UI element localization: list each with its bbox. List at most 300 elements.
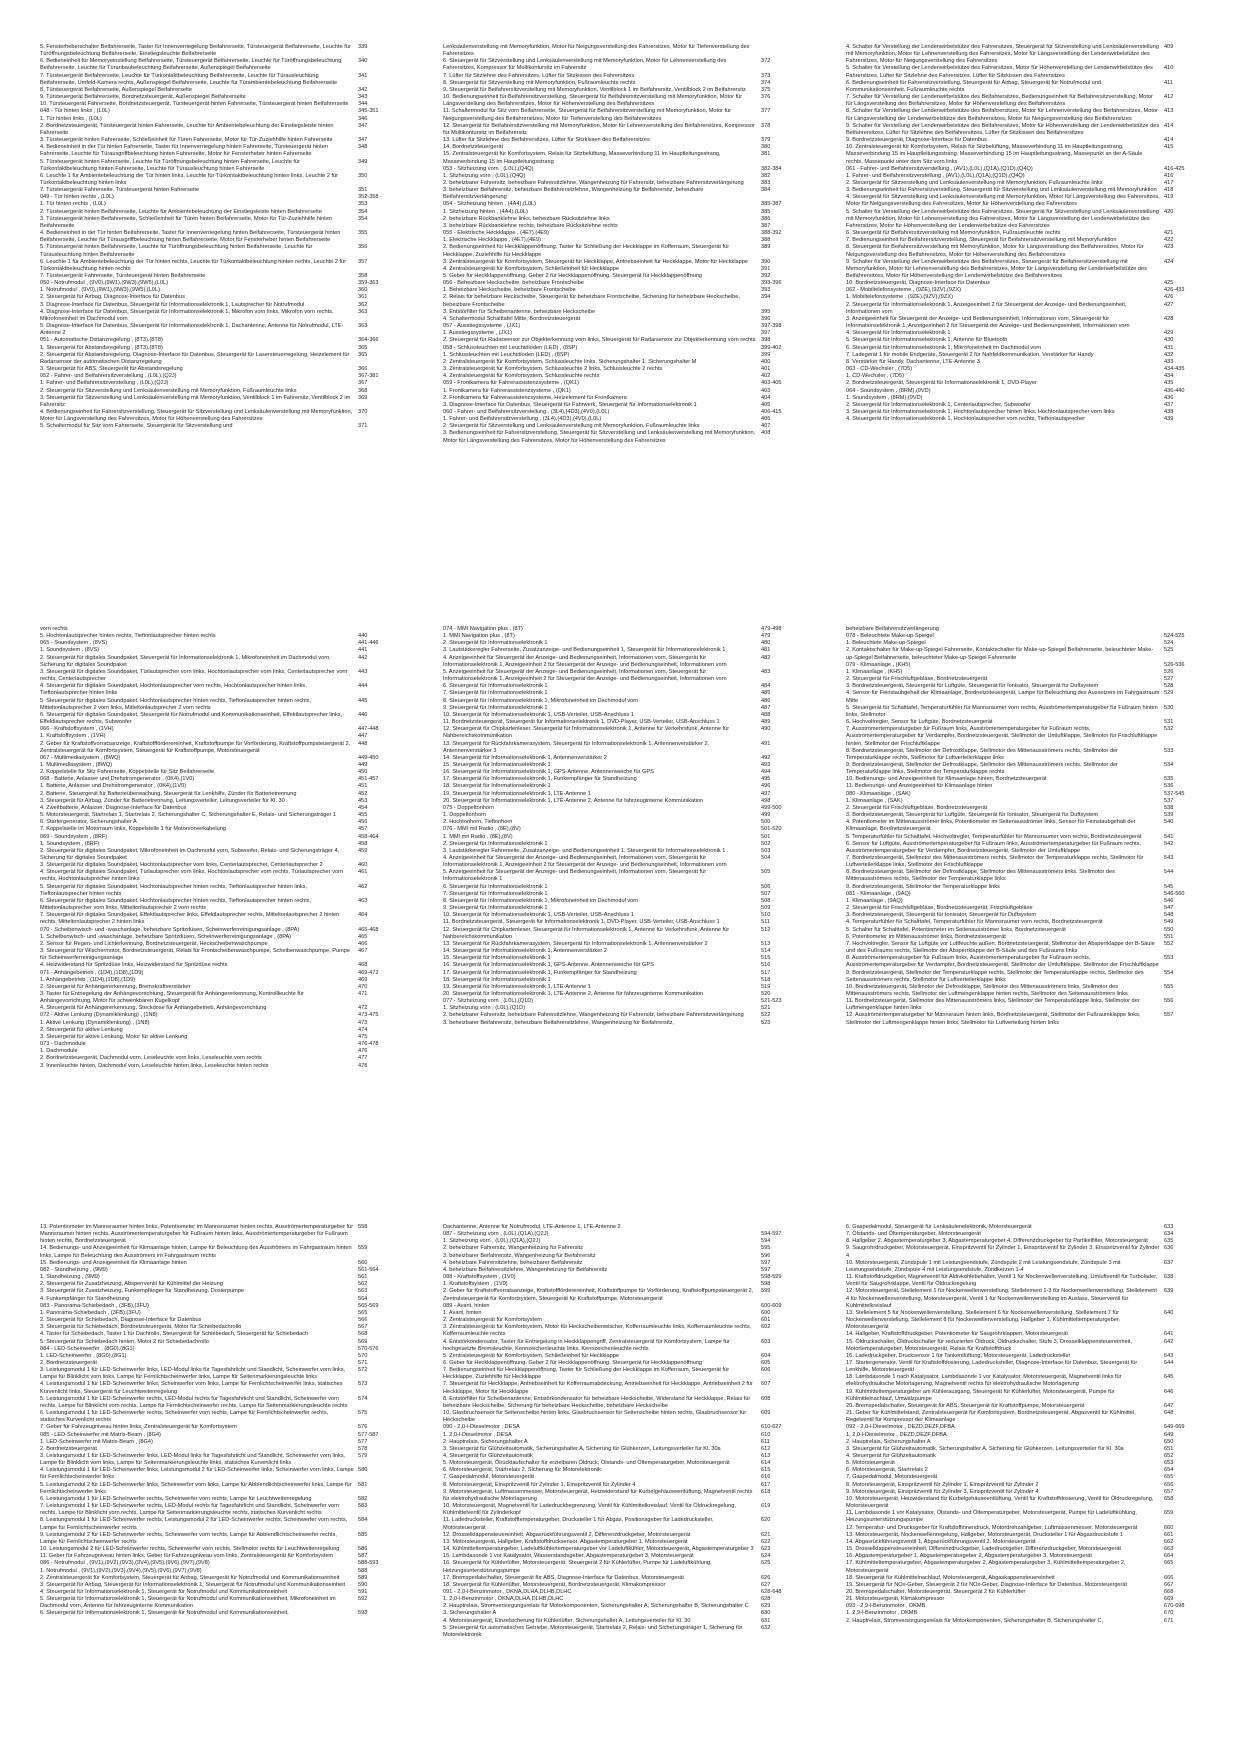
- entry-text: 3. beheizbare Rückbanklehne rechts, beheizbare Rücksitzlehne rechts: [443, 222, 618, 229]
- entry-page-number: 461: [358, 869, 368, 876]
- index-entry: [846, 1331, 1206, 1338]
- entry-page-number: 414: [1164, 137, 1174, 144]
- entry-page-number: 530: [1164, 704, 1174, 711]
- entry-page-number: 576: [358, 1424, 368, 1431]
- entry-text: 3. Steuergerät für aktive Lenkung, Motor für aktive Lenkung: [40, 1033, 188, 1040]
- index-entry: [846, 1553, 1206, 1560]
- entry-page-number: 479: [761, 633, 771, 640]
- index-entry: [40, 1517, 400, 1531]
- entry-page-number: 413: [1164, 108, 1174, 115]
- index-entry: [443, 416, 803, 423]
- entry-text: 3. Zentralsteuergerät für Komfortsystem, Steuergerät für Heckklappe, Antriebseinheit für Heckklappe, Motor für Heckklappe: [443, 258, 749, 265]
- index-entry: [40, 1553, 400, 1560]
- entry-page-number: 467: [358, 948, 368, 955]
- index-entry: [443, 352, 803, 359]
- entry-text: 8. Hallgeber 2, Abgastemperaturgeber 3, Abgastemperaturgeber 4, Differenzdruckgeber für Partikelfilter, Motorsteuergerät: [846, 1238, 1148, 1245]
- index-entry: [40, 1346, 400, 1353]
- index-entry: [846, 1274, 1206, 1288]
- entry-page-number: 597: [761, 1259, 771, 1266]
- entry-page-number: 549: [1164, 919, 1174, 926]
- index-entry: [40, 834, 400, 841]
- entry-page-number: 599: [761, 1288, 771, 1295]
- entry-text: 5. Türsteuergerät hinten Beifahrerseite, Leuchte für Türöffnungsbeleuchtung hinten Beifahrerseite, Leuchte für Türausleuchtung hinten Beifahrerseite: [40, 244, 313, 258]
- entry-text: 3. Steuergerät für Schiebedach, Bordnetzsteuergerät, Motor für Schiebedachrollo: [40, 1324, 242, 1331]
- index-entry: [40, 1560, 400, 1567]
- entry-page-number: 648: [1164, 1410, 1174, 1417]
- entry-page-number: 643: [1164, 1352, 1174, 1359]
- index-entry: [443, 1267, 803, 1274]
- entry-text: 7. Bedienungseinheit für Beifahrersitzverstellung, Steuergerät für Beifahrersitzverstellung mit Memoryfunktion: [846, 237, 1117, 244]
- entry-text: 1. Sitzheizung vorn , (L0L),(Q1A),(Q2J): [443, 1238, 541, 1245]
- entry-text: 19. Steuergerät für NOx-Geber, Steuergerät 2 für NOx-Geber, Diagnose-Interface für Datenbus, Motorsteuergerät: [846, 1581, 1128, 1588]
- entry-text: 19. Kühlmitteltemperaturgeber am Kühlerausgang, Steuergerät für Kühlerlüfter, Motorsteuergerät, Pumpe für Kühlmittelnachlauf, Umwälzpumpe: [846, 1388, 1115, 1402]
- entry-page-number: 570: [358, 1352, 368, 1359]
- entry-text: 15. Drosselklappensteuereinheit, Differenzdruckgeber, Ladedruckgeber, Differenzdruckgeber, Motorsteuergerät: [846, 1546, 1121, 1553]
- index-entry: [40, 1367, 400, 1381]
- index-entry: [846, 1546, 1206, 1553]
- index-entry: [443, 1517, 803, 1531]
- entry-page-number: 385: [761, 208, 771, 215]
- entry-text: 6. Hochvoltregler, Sensor für Luftgüte, Bordnetzsteuergerät: [846, 719, 993, 726]
- index-entry: [443, 834, 803, 841]
- entry-text: 1. Multimediasystem , (8WQ): [40, 761, 113, 768]
- entry-text: 8. Ausströmertemperaturgeber für Fußraum links, Ausströmertemperaturgeber für Fußraum rechts, Ausströmertemperaturgeber für Verdampfer, Bordnetzsteuergerät, Stellmotor der Umluftklappe, Stellmotor der Frischluftklappe: [846, 955, 1159, 969]
- entry-page-number: 560: [358, 1259, 368, 1266]
- index-entry: [443, 1245, 803, 1252]
- entry-page-number: 623: [761, 1546, 771, 1553]
- entry-text: 1. LED-Scheinwerfer mit Matrix-Beam , (8G4): [40, 1438, 153, 1445]
- index-entry: [846, 1467, 1206, 1474]
- entry-text: 4. Steuergerät für Glühzeitautomatik: [846, 1453, 936, 1459]
- entry-page-number: 444: [358, 683, 368, 690]
- entry-text: 4. beheizbare Beifahrersitzlehne, Wangenheizung für Beifahrersitz: [443, 1266, 608, 1273]
- index-entry: [443, 73, 803, 80]
- entry-text: 9. Motorsteuergerät, Einspritzventil für Zylinder 3, Einspritzventil für Zylinder 4: [846, 1488, 1039, 1495]
- entry-text: 6. Steuergerät für Sitzverstellung und Lenksäulenverstellung mit Memoryfunktion, Motor für Lehnenverstellung des Fahrersitzes, Kompressor für Multikontursitz im Fahrersitz: [443, 58, 727, 72]
- index-entry: [846, 841, 1206, 855]
- entry-text: 1. Steuergerät für Abstandsregelung , (8T3),(8T8): [40, 344, 163, 351]
- index-entry: [40, 884, 400, 898]
- entry-text: 2. Steuergerät für Informationselektronik 1: [443, 640, 548, 647]
- index-entry: [40, 144, 400, 158]
- entry-text: 7. Türsteuergerät Beifahrerseite, Leuchte für Türkontaktbeleuchtung Beifahrerseite, Leuchte für Türausleuchtung Beifahrerseite, Umfeld-Kamera rechts, Außenspiegel Beifahrerseite, Leuchte für Türambientebeleuchtung Beifahrerseite: [40, 72, 338, 86]
- entry-page-number: 361: [358, 294, 368, 301]
- index-entry: [846, 912, 1206, 919]
- entry-page-number: 518: [761, 976, 771, 983]
- entry-text: 4. Bedienungseinheit für Fahrersitzverstellung, Steuergerät für Sitzverstellung und Lenksäulenverstellung mit Memoryfunktion, Motor für Längsverstellung des Fahrersitzes, Motor für Höhenverstellung des Fahrersitzes: [40, 408, 353, 423]
- entry-page-number: 370: [358, 408, 368, 415]
- entry-page-number: 397-398: [761, 323, 782, 330]
- index-entry: [846, 144, 1206, 165]
- entry-page-number: 527: [1164, 676, 1174, 683]
- index-entry: [846, 366, 1206, 373]
- entry-text: 1. Notrufmodul , (9V1),(9V2),(9V3),(9V4),(9V5),(9V6),(9V7),(9V8): [40, 1567, 202, 1574]
- index-entry: [443, 1381, 803, 1395]
- index-entry: [443, 1005, 803, 1012]
- index-entry: [40, 108, 400, 115]
- entry-text: 9. Türsteuergerät Beifahrerseite, Bordnetzsteuergerät, Außenspiegel Beifahrerseite: [40, 94, 246, 101]
- entry-page-number: 522: [761, 1012, 771, 1019]
- entry-text: 1. Fahrer- und Beifahrersitzverstellung , (AV1),(L0L),(Q1A),(Q1D),(Q4Q): [846, 172, 1025, 179]
- entry-page-number: 649: [1164, 1431, 1174, 1438]
- entry-text: 15. Zentralsteuergerät für Komfortsystem, Relais für Sitzbelüftung, Masseverbindung 11 im Hauptleitungsstrang, Masseverbindung 15 im Hauptleitungsstrang: [443, 151, 721, 165]
- index-entry: [846, 380, 1206, 387]
- entry-text: 11. Bordnetzsteuergerät, Stellmotor des Mittenausströmers links, Stellmotor der Temperaturklappe links, Stellmotor der Luftmengenklappe hinten links: [846, 998, 1140, 1012]
- entry-page-number: 443: [358, 668, 368, 675]
- index-entry: [443, 173, 803, 180]
- entry-text: 15. Bedienungs- und Anzeigeeinheit für Klimaanlage hinten: [40, 1259, 187, 1266]
- index-entry: [40, 783, 400, 790]
- entry-page-number: 372: [761, 58, 771, 65]
- entry-text: 4. Zentralsteuergerät für Komfortsystem, Schlussleuchte rechts: [443, 373, 600, 380]
- entry-page-number: 426-433: [1164, 287, 1185, 294]
- index-entry: [40, 1582, 400, 1589]
- entry-text: 16. Steuergerät für Informationselektronik 1, GPS-Antenne, Antennenweiche für GPS: [443, 769, 654, 776]
- entry-page-number: 479-498: [761, 626, 782, 632]
- entry-page-number: 339: [358, 44, 368, 50]
- index-entry: [443, 891, 803, 898]
- entry-page-number: 573: [358, 1381, 368, 1388]
- entry-page-number: 386: [761, 215, 771, 222]
- entry-text: 5. Schalter für Verstellung der Lendenwirbelstütze des Fahrersitzes, Motor für Höhenverstellung der Lendenwirbelstütze des Fahrersitzes, Lüfter für Sitzlehne des Fahrersitzes, Lüfter für Sitzkissen des Fahrersitzes: [846, 65, 1153, 79]
- index-entry: [40, 869, 400, 883]
- entry-text: 4. Sensor für Feinstaubgehalt der Klimaanlage, Bordnetzsteuergerät, Lampe für Beleuchtung des Aussetzers im Fahrgastraum Mitte: [846, 690, 1160, 704]
- entry-text: 3. Lautstärkeregler Fahrerseite, Zusatzanzeige- und Bedienungseinheit 1, Steuergerät für Informationselektronik 1: [443, 647, 726, 654]
- entry-text: 3. Steuergerät für ABS, Steuergerät für Abstandsregelung: [40, 366, 183, 373]
- index-entry: [846, 791, 1206, 798]
- index-entry: [443, 1260, 803, 1267]
- entry-text: 4. beheizbare Fahrersitzlehne, beheizbarer Beifahrersitz: [443, 1259, 583, 1266]
- index-entry: [443, 80, 803, 87]
- index-entry: [443, 698, 803, 705]
- entry-text: 6. Motorsteuergerät, Startrelais 2: [846, 1467, 928, 1474]
- entry-text: 4. Heizwiderstand für Spritzdüse links, Heizwiderstand für Spritzdüse rechts: [40, 962, 228, 969]
- entry-page-number: 550: [1164, 926, 1174, 933]
- index-entry: [40, 1274, 400, 1281]
- index-entry: [846, 1403, 1206, 1410]
- index-entry: [443, 1625, 803, 1639]
- index-entry: [846, 647, 1206, 661]
- entry-text: 2. beheizbarer Fahrersitz, beheizbare Fahrersitzlehne, Wangenheizung für Fahrersitz, beheizbare Fahrersitzverlängerung: [443, 1012, 744, 1019]
- index-entry: [846, 237, 1206, 244]
- entry-text: 5. Schaltermodul für Sitz vorn Fahrerseite, Steuergerät für Sitzverstellung und: [40, 423, 233, 430]
- index-entry: [443, 201, 803, 208]
- entry-page-number: 515: [761, 955, 771, 962]
- entry-text: 7. Ausströmertemperaturgeber für Fußraum links, Ausströmertemperaturgeber für Fußraum rechts, Ausströmertemperaturgeber für Verdampfer, Bordnetzsteuergerät, Stellmotor der Umluftklappe, Stellmotor für Frischluftklappe hinten, Stellmotor der Frischluftklappe: [846, 726, 1158, 747]
- index-entry: [40, 1467, 400, 1481]
- entry-text: 1. MMI Navigation plus , (8T): [443, 633, 515, 640]
- entry-page-number: 356: [358, 244, 368, 251]
- index-entry: [40, 1575, 400, 1582]
- index-entry: [443, 44, 803, 58]
- index-entry: [846, 352, 1206, 359]
- index-entry: [846, 1618, 1206, 1625]
- index-entry: [40, 273, 400, 280]
- entry-text: 2. Steuergerät für Anhängererkennung, Bremskraftverstärker: [40, 983, 191, 990]
- entry-text: 3. Diagnose-Interface für Datenbus, Steuergerät für Informationselektronik 1, Lautsprecher für Notrufmodul: [40, 301, 305, 308]
- entry-text: 6. Leuchte 1 für Ambientebeleuchtung der Tür hinten rechts, Leuchte für Türkontaktbeleuchtung hinten rechts, Leuchte 2 für Türkontaktbeleuchtung hinten rechts: [40, 258, 347, 272]
- index-entry: [443, 690, 803, 697]
- index-entry: [40, 1610, 400, 1617]
- index-entry: [443, 380, 803, 387]
- entry-page-number: 493: [761, 761, 771, 768]
- index-entry: [443, 94, 803, 108]
- index-entry: [40, 1496, 400, 1503]
- index-entry: [40, 1245, 400, 1259]
- entry-text: 4. Zentralsteuergerät für Komfortsystem, Schließeinheit für Heckklappe: [443, 265, 619, 272]
- entry-text: 3. Leistungsmodul 1 für LED-Scheinwerfer links, LED-Modul links für Tagesfahrlicht und Standlicht, Scheinwerfer vorn links, Lampe für Blinklicht vorn links, Lampe für Seitenmarkierungsleuchte links, statisches Kurvenlicht links: [40, 1453, 346, 1467]
- entry-text: 4. Steuergerät für Sitzverstellung und Lenksäulenverstellung mit Memoryfunktion, Motor für Längsverstellung des Fahrersitzes, Motor für Neigungsverstellung des Fahrersitzes, Motor für Höhenverstellung des Fahrersitzes: [846, 194, 1160, 208]
- index-entry: [846, 805, 1206, 812]
- entry-text: 2. Steuergerät für Abstandsregelung, Diagnose-Interface für Datenbus, Steuergerät für Lasersteuerregelung, Heizelement für Radarsensor der automatischen Distanzregelung: [40, 351, 350, 365]
- entry-text: 1. 2,0-l-Dieselmotor , DESA: [443, 1431, 512, 1438]
- entry-page-number: 393: [761, 287, 771, 294]
- entry-page-number: 406-415: [761, 408, 782, 415]
- entry-text: 7. Türsteuergerät Fahrerseite, Türsteuergerät hinten Beifahrerseite: [40, 273, 206, 279]
- entry-page-number: 647: [1164, 1402, 1174, 1409]
- index-entry: [40, 1048, 400, 1055]
- entry-page-number: 591: [358, 1588, 368, 1595]
- entry-text: 5. Steuergerät für Schiebedach hinten, Motor 2 für Schiebedachrollo: [40, 1338, 209, 1345]
- entry-page-number: 391: [761, 265, 771, 272]
- entry-text: 087 - Sitzheizung vorn , (L0L),(Q1A),(Q2J): [443, 1231, 549, 1238]
- entry-page-number: 353: [358, 201, 368, 208]
- entry-page-number: 363: [358, 323, 368, 330]
- index-entry: [443, 1618, 803, 1625]
- entry-page-number: 380: [761, 144, 771, 151]
- entry-text: 13. Motorsteuergerät, Nockenwellenregelung, Hallgeber, Motorsteuergerät, Drucksteller 1 für Abgasdruckstufe 1: [846, 1531, 1124, 1538]
- entry-page-number: 489: [761, 719, 771, 726]
- entry-page-number: 453: [358, 797, 368, 804]
- entry-page-number: 362: [358, 301, 368, 308]
- entry-text: 5. Steuergerät für digitales Soundpaket, Hochtonlautsprecher hinten rechts, Tieftonlautsprecher hinten links, Tieftonlautsprecher hinten rechts: [40, 883, 308, 897]
- index-entry: [40, 826, 400, 833]
- index-entry: [443, 819, 803, 826]
- entry-page-number: 640: [1164, 1309, 1174, 1316]
- entry-text: 14. Steuergerät für Informationselektronik 1, Antennenverstärker 2: [443, 948, 607, 955]
- index-entry: [40, 409, 400, 423]
- entry-text: 1. Soundsystem , (8RM),(9VD): [846, 394, 923, 401]
- entry-text: 4. Steuergerät für Glühzeitautomatik: [443, 1453, 533, 1459]
- index-entry: [443, 1410, 803, 1424]
- index-entry: [443, 1317, 803, 1324]
- index-entry: [443, 244, 803, 258]
- index-entry: [846, 776, 1206, 783]
- index-entry: [846, 970, 1206, 984]
- index-entry: [443, 726, 803, 740]
- entry-text: 056 - Beheizbare Heckscheibe, beheizbare Frontscheibe: [443, 280, 584, 287]
- entry-text: 2. Steuergerät für Schiebedach, Diagnose-Interface für Datenbus: [40, 1317, 202, 1324]
- entry-page-number: 379: [761, 137, 771, 144]
- entry-text: 075 - Doppeltonhorn: [443, 804, 495, 811]
- index-entry: [443, 1288, 803, 1302]
- entry-page-number: 360: [358, 287, 368, 294]
- entry-text: 12. Steuergerät für Beifahrersitzverstellung mit Memoryfunktion, Motor für Lehnenverstellung des Beifahrersitzes, Kompressor für Multikontursitz im Beifahrersitz: [443, 122, 755, 136]
- index-entry: [443, 266, 803, 273]
- entry-text: 2. Steuergerät für Airbag, Diagnose-Interface für Datenbus: [40, 294, 185, 301]
- entry-page-number: 664: [1164, 1553, 1174, 1560]
- index-entry: [40, 1596, 400, 1610]
- index-entry: [846, 1260, 1206, 1274]
- entry-text: 9. Saugrohrdruckgeber, Motorsteuergerät, Einspritzventil für Zylinder 1, Einspritzventil für Zylinder 3, Einspritzventil für Zylinder 4: [846, 1245, 1160, 1259]
- index-entry: [40, 201, 400, 208]
- index-entry: [846, 244, 1206, 258]
- entry-page-number: 579: [358, 1453, 368, 1459]
- entry-page-number: 605: [761, 1359, 771, 1366]
- index-entry: [40, 819, 400, 826]
- entry-page-number: 603: [761, 1338, 771, 1345]
- entry-text: 1. Aktive Lenkung (Dynamiklenkung) , (1N8): [40, 1019, 150, 1026]
- index-column: [846, 626, 1206, 1179]
- entry-text: 15. Öldruckschalter, Öldruckschalter für reduzierten Öldruck, Öldruckschalter, Stufe 3, Drosselklappensteuereinheit, Motortemperaturgeber, Motorsteuergerät, Relais für Kraftstoffdruck: [846, 1338, 1133, 1352]
- entry-page-number: 475: [358, 1033, 368, 1040]
- index-entry: [443, 1589, 803, 1596]
- index-entry: [443, 719, 803, 726]
- entry-text: 062 - Mobiltelefonsysteme , (9ZE),(9ZV),(9ZX): [846, 287, 962, 294]
- entry-page-number: 538: [1164, 804, 1174, 811]
- index-entry: [443, 345, 803, 352]
- entry-text: 2. Hauptrelais, Stromversorgungsrelais für Motorkomponenten, Sicherungshalter B, Sicherungshalter C,: [846, 1617, 1104, 1624]
- index-entry: [443, 805, 803, 812]
- entry-text: 3. Zentralsteuergerät für Komfortsystem, Motor für Heckscheibenwischer, Kofferraumleuchte links, Kofferraumleuchte rechts, Kofferraumleuchte rechts: [443, 1324, 752, 1338]
- index-entry: [40, 741, 400, 755]
- entry-page-number: 669: [1164, 1596, 1174, 1603]
- entry-page-number: 485: [761, 690, 771, 697]
- index-entry: [443, 187, 803, 201]
- index-entry: [40, 1396, 400, 1410]
- entry-text: 2. Bordnetzsteuergerät, Türsteuergerät hinten Fahrerseite, Leuchte für Ambientebeleuchtung der Einstiegsleiste hinten Fahrerseite: [40, 122, 334, 136]
- index-entry: [443, 741, 803, 755]
- index-entry: [443, 705, 803, 712]
- index-entry: [40, 669, 400, 683]
- entry-text: 3. beheizbarer Beifahrersitz, beheizbare Beifahrersitzlehne, Wangenheizung für Beifahrersitz,: [443, 1019, 675, 1026]
- index-entry: [40, 194, 400, 201]
- entry-page-number: 572: [358, 1367, 368, 1374]
- index-entry: [846, 1360, 1206, 1374]
- entry-text: 6. Leistungsmodul 1 für LED-Scheinwerfer rechts, Scheinwerfer vorn rechts, Lampe für Leuchtweitenregelung: [40, 1495, 312, 1502]
- entry-page-number: 526: [1164, 668, 1174, 675]
- entry-text: 4. Anzeigeeinheit für Steuergerät der Anzeige- und Bedienungseinheit, Informationen vorn, Steuergerät für Informationselektronik 1, Anzeigeeinheit 2 für Steuergerät der Anzeige- und Bedienungseinheit, Informationen vorn: [443, 855, 727, 869]
- entry-text: 4. Steuergerät für digitales Soundpaket, Hochtonlautsprecher vorn rechts, Hochtonlautsprecher hinten links, Tieftonlautsprecher hinten links: [40, 683, 307, 697]
- index-block: [40, 44, 1210, 580]
- entry-page-number: 421: [1164, 230, 1174, 237]
- entry-text: 1. CD-Wechsler , (7D5): [846, 373, 905, 380]
- entry-page-number: 590: [358, 1581, 368, 1588]
- entry-page-number: 584: [358, 1517, 368, 1524]
- entry-text: 7. Ölstands- und Öltemperaturgeber, Motorsteuergerät: [846, 1231, 981, 1238]
- index-entry: [40, 1281, 400, 1288]
- index-entry: [40, 1063, 400, 1070]
- index-entry: [40, 1439, 400, 1446]
- entry-text: 4. Steuergerät für Informationselektronik 1: [846, 330, 951, 337]
- index-entry: [846, 44, 1206, 65]
- entry-page-number: 610-627: [761, 1424, 782, 1431]
- entry-page-number: 454: [358, 804, 368, 811]
- entry-page-number: 447-448: [358, 726, 379, 733]
- index-entry: [443, 309, 803, 316]
- index-entry: [40, 898, 400, 912]
- entry-text: 2. Steuergerät für Informationselektronik 1: [443, 840, 548, 847]
- entry-page-number: 403-405: [761, 380, 782, 387]
- entry-text: 3. Steuergerät für Glühzeitautomatik, Sicherungshalter A, Sicherung für Glühkerzen, Leitungsverteiler für Kl. 30a: [846, 1445, 1124, 1452]
- entry-page-number: 491: [761, 740, 771, 747]
- index-entry: [443, 769, 803, 776]
- entry-page-number: 473: [358, 1019, 368, 1026]
- entry-page-number: 399-402: [761, 344, 782, 351]
- index-entry: [40, 1012, 400, 1019]
- entry-page-number: 419: [1164, 194, 1174, 201]
- entry-text: 4. Schalter für Verstellung der Lendenwirbelstütze des Fahrersitzes, Steuergerät für Sitzverstellung und Lenksäulenverstellung mit Memoryfunktion, Motor für Lehnenverstellung des Fahrersitzes, Motor für Längsverstellung der Lendenwirbelstütze des Fahrersitzes, Motor für Neigungsverstellung des Fahrersitzes: [846, 44, 1159, 65]
- entry-text: 8. Motorsteuergerät, Einspritzventil für Zylinder 1, Einspritzventil für Zylinder 2: [846, 1481, 1039, 1488]
- entry-text: 4. Steuergerät für digitales Soundpaket, Türlautsprecher vorn links, Hochtonlautsprecher vorn rechts, Türlautsprecher vorn rechts, Hochtonlautsprecher hinten links: [40, 869, 343, 883]
- entry-page-number: 367-381: [358, 373, 379, 380]
- index-entry: [846, 1238, 1206, 1245]
- index-entry: [846, 1489, 1206, 1496]
- entry-text: 16. Abgastemperaturgeber 1, Abgastemperaturgeber 2, Abgastemperaturgeber 3, Motorsteuergerät: [846, 1553, 1092, 1560]
- entry-page-number: 345-351: [358, 108, 379, 115]
- entry-page-number: 516: [761, 962, 771, 969]
- entry-text: 4. Potentiometer im Mittenausströmer links, Potentiometer im Seitenausströmer links, Sensor für Feinstaubgehalt der Klimaanlage, Bordnetzsteuergerät: [846, 819, 1136, 833]
- entry-page-number: 424: [1164, 258, 1174, 265]
- entry-text: 3. beheizbarer Beifahrersitz, beheizbare Beifahrersitzlehne, Wangenheizung für Beifahrersitz, beheizbare Beifahrersitzverlängerung: [443, 187, 704, 201]
- index-entry: [443, 1474, 803, 1481]
- entry-page-number: 428: [1164, 315, 1174, 322]
- entry-text: 10. Motorsteuergerät, Magnetventil für Ladedruckbegrenzung, Ventil für Kühlmittelkreislauf, Ventil für Öldruckregelung, Kühlmittelventil für Zylinderkopf: [443, 1503, 736, 1517]
- entry-text: 1. Sitzheizung vorn , (L0L),(Q4Q): [443, 172, 526, 179]
- entry-page-number: 670: [1164, 1610, 1174, 1617]
- entry-text: 17. Bremspedalschalter, Steuergerät für ABS, Diagnose-Interface für Datenbus, Motorsteuergerät: [443, 1574, 684, 1581]
- index-entry: [443, 1238, 803, 1245]
- entry-page-number: 537-545: [1164, 790, 1185, 797]
- entry-page-number: 523: [761, 1019, 771, 1026]
- index-entry: [443, 323, 803, 330]
- entry-text: 21. Motorsteuergerät, Klimakompressor: [846, 1596, 945, 1603]
- entry-text: 4. Temperaturfühler für Schalttafel, Temperaturfühler für Mannsraumer vorn rechts, Bordnetzsteuergerät: [846, 919, 1103, 926]
- index-entry: [40, 302, 400, 309]
- entry-text: 8. Türsteuergerät Beifahrerseite, Außenspiegel Beifahrerseite: [40, 86, 192, 93]
- index-entry: [40, 698, 400, 712]
- entry-page-number: 457: [358, 826, 368, 833]
- index-entry: [40, 1503, 400, 1517]
- entry-page-number: 472: [358, 1005, 368, 1012]
- entry-text: 10. Türsteuergerät Fahrerseite, Bordnetzsteuergerät, Türsteuergerät hinten Fahrerseite, Türsteuergerät hinten Beifahrerseite: [40, 101, 349, 108]
- entry-page-number: 395: [761, 308, 771, 315]
- entry-text: 082 - Standheizung , (9M9): [40, 1266, 108, 1273]
- index-entry: [846, 65, 1206, 79]
- entry-text: 2. Relais für beheizbare Heckscheibe, Steuergerät für beheizbare Frontscheibe, Sicherung für beheizbare Heckscheibe, beheizbare Frontscheibe: [443, 294, 740, 308]
- entry-page-number: 405: [761, 401, 771, 408]
- index-entry: [40, 962, 400, 969]
- entry-text: 5. Fensterheberschalter Beifahrerseite, Taster für Innenverriegelung Beifahrerseite, Türsteuergerät Beifahrerseite, Leuchte für Türöffnungsbeleuchtung Beifahrerseite, Einstiegsleuchte Beifahrerseite: [40, 44, 351, 58]
- entry-page-number: 510: [761, 912, 771, 919]
- entry-text: 9. Steuergerät für Informationselektronik 1: [443, 704, 548, 711]
- entry-text: 4. Motorsteuergerät, Einzelsicherung für Kühlerlüfter, Sicherungshalter A, Leitungsverteiler für Kl. 30: [443, 1617, 691, 1624]
- index-entry: [443, 783, 803, 790]
- entry-text: Dachantenne, Antenne für Notrufmodul, LTE-Antenne 1, LTE-Antenne 2: [443, 1224, 621, 1230]
- index-entry: [40, 209, 400, 216]
- entry-text: 093 - 2,9-l-Benzinmotor , DKMB: [846, 1603, 926, 1610]
- entry-text: 2. Bordnetzsteuergerät, Dachmodul vorn, Leseleuchte vorn links, Leseleuchte vorn rechts: [40, 1055, 262, 1062]
- entry-page-number: 477: [358, 1055, 368, 1062]
- entry-page-number: 601: [761, 1317, 771, 1324]
- entry-text: 11. Bordnetzsteuergerät, Steuergerät für Informationselektronik 1, DVD-Player, USB-Verteiler, USB-Anschluss 1: [443, 919, 720, 926]
- entry-page-number: 414: [1164, 122, 1174, 129]
- index-entry: [443, 626, 803, 633]
- index-entry: [40, 373, 400, 380]
- index-entry: [443, 683, 803, 690]
- index-entry: [40, 1224, 400, 1245]
- entry-page-number: 637: [1164, 1259, 1174, 1266]
